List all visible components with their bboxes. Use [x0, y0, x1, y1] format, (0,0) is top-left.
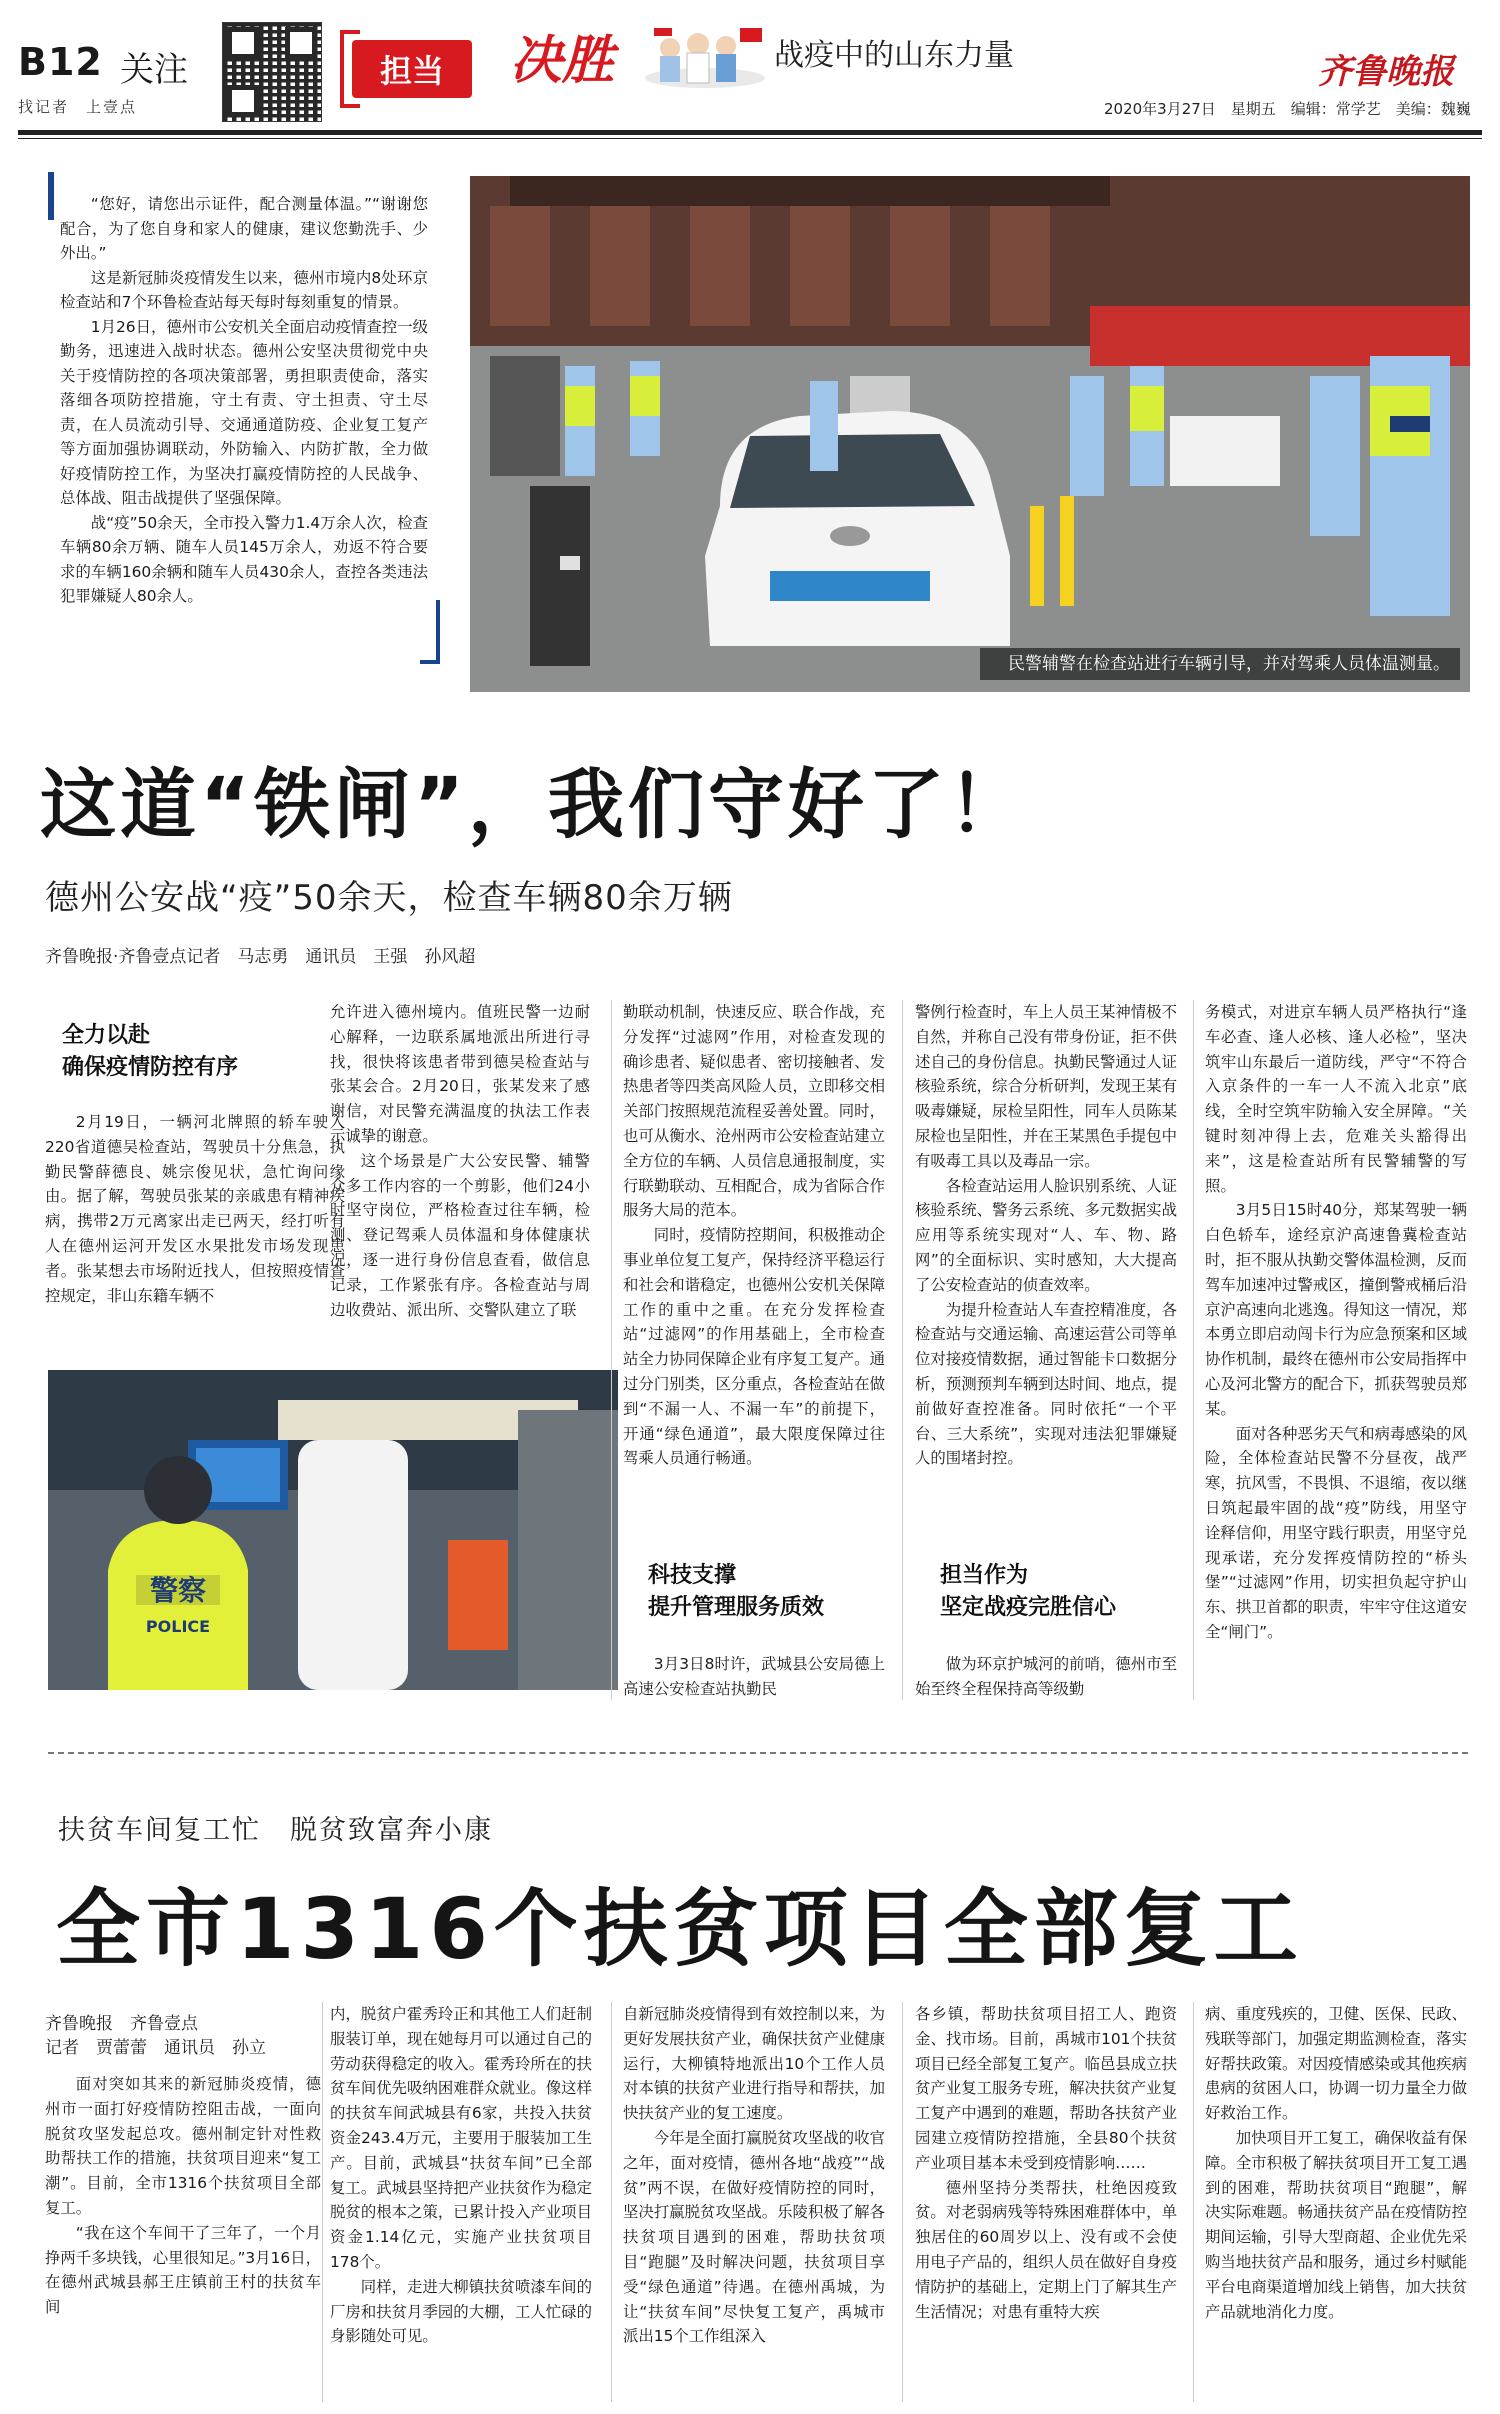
header-rule	[18, 130, 1482, 135]
column-divider	[611, 1000, 612, 1700]
article-byline: 齐鲁晚报·齐鲁壹点记者 马志勇 通讯员 王强 孙风超	[45, 947, 476, 967]
page-number: B12	[18, 40, 103, 84]
paragraph: 做为环京护城河的前哨，德州市至始至终全程保持高等级勤	[915, 1655, 1177, 1698]
reporter-links[interactable]: 找记者 上壹点	[18, 98, 138, 116]
campaign-mark: 决胜	[510, 30, 615, 91]
paragraph: 这个场景是广大公安民警、辅警众多工作内容的一个剪影，他们24小时坚守岗位，严格检查过往车辆，检测、登记驾乘人员体温和身体健康状况，逐一进行身份信息查看，做信息记录，工作紧张有序。各检查站与周边收费站、派出所、交警队建立了联	[330, 1151, 590, 1319]
paragraph: 为提升检查站人车查控精准度，各检查站与交通运输、高速运营公司等单位对接疫情数据，通过智能卡口数据分析，预测预判车辆到达时间、地点，提前做好查控准备。同时依托“一个平台、三大系统”，实现对违法犯罪嫌疑人的围堵封控。	[915, 1300, 1177, 1468]
main-headline: 这道“铁闸”，我们守好了！	[40, 760, 1028, 849]
police-officer-photo	[48, 1370, 618, 1690]
paragraph: 3月3日8时许，武城县公安局德上高速公安检查站执勤民	[623, 1655, 885, 1698]
section-heading: 担当作为 坚定战疫完胜信心	[940, 1563, 1117, 1620]
intro-text	[60, 192, 428, 609]
svg-text:POLICE: POLICE	[145, 1617, 211, 1636]
intro-paragraph: 1月26日，德州市公安机关全面启动疫情查控一级勤务，迅速进入战时状态。德州公安坚决贯彻党中央关于疫情防控的各项决策部署，勇担职责使命，落实落细各项防控措施，守土有责、守土担责、守土尽责，在人员流动引导、交通通道防疫、企业复工复产等方面加强协调联动，外防输入、内防扩散，全力做好疫情防控工作，为坚决打赢疫情防控的人民战争、总体战、阻击战提供了坚强保障。	[60, 317, 428, 507]
paragraph: 2月19日，一辆河北牌照的轿车驶入220省道德吴检查站，驾驶员十分焦急，执勤民警薛德良、姚宗俊见状，急忙询问缘由。据了解，驾驶员张某的亲戚患有精神疾病，携带2万元离家出走已两天，经打听有人在德州运河开发区水果批发市场发现患者。张某想去市场附近找人，但按照疫情查控规定，非山东籍车辆不	[45, 1113, 345, 1305]
second-byline: 齐鲁晚报 齐鲁壹点 记者 贾蕾蕾 通讯员 孙立	[45, 2014, 266, 2058]
column-divider	[1193, 1000, 1194, 1700]
paragraph: 勤联动机制，快速反应、联合作战，充分发挥“过滤网”作用，对检查发现的确诊患者、疑似患者、密切接触者、发热患者等四类高风险人员，立即移交相关部门按照规范流程妥善处置。同时，也可从衡水、沧州两市公安检查站建立全方位的车辆、人员信息通报制度，实行联勤联动、互相配合，成为省际合作服务大局的范本。	[623, 1003, 885, 1220]
column-divider	[322, 2002, 323, 2402]
paragraph: “我在这个车间干了三年了，一个月挣两千多块钱，心里很知足。”3月16日，在德州武城县郝王庄镇前王村的扶贫车间	[45, 2223, 321, 2317]
second-kicker: 扶贫车间复工忙 脱贫致富奔小康	[58, 1815, 493, 1846]
campaign-title: 战疫中的山东力量	[774, 38, 1014, 73]
article-column	[45, 2072, 321, 2320]
date-editor-line: 2020年3月27日 星期五 编辑：常学艺 美编：魏巍	[1104, 100, 1471, 118]
article-column	[623, 1000, 885, 1471]
column-tag: 担当	[352, 40, 472, 98]
article-divider	[48, 1752, 1468, 1754]
article-column	[330, 1000, 590, 1322]
paragraph: 各检查站运用人脸识别系统、人证核验系统、警务云系统、多元数据实战应用等系统实现对“人、车、物、路网”的全面标识、实时感知，大大提高了公安检查站的侦查效率。	[915, 1176, 1177, 1294]
paragraph: 允许进入德州境内。值班民警一边耐心解释，一边联系属地派出所进行寻找，很快将该患者带到德吴检查站与张某会合。2月20日，张某发来了感谢信，对民警充满温度的执法工作表示诚挚的谢意。	[330, 1003, 590, 1145]
paragraph: 自新冠肺炎疫情得到有效控制以来，为更好发展扶贫产业，确保扶贫产业健康运行，大柳镇特地派出10个工作人员对本镇的扶贫产业进行指导和帮扶，加快扶贫产业的复工速度。	[623, 2005, 885, 2123]
section-heading: 科技支撑 提升管理服务质效	[648, 1563, 825, 1620]
paragraph: 加快项目开工复工，确保收益有保障。全市积极了解扶贫项目开工复工遇到的困难，帮助扶贫项目“跑腿”，解决实际难题。畅通扶贫产品在疫情防控期间运输，引导大型商超、企业优先采购当地扶贫产品和服务，通过乡村赋能平台电商渠道增加线上销售，加大扶贫产品就地消化力度。	[1205, 2128, 1467, 2321]
article-column	[1205, 1000, 1467, 1645]
section-name: 关注	[120, 50, 188, 90]
intro-accent-bar	[48, 172, 54, 220]
article-column	[45, 1110, 345, 1308]
article-column	[330, 2002, 592, 2349]
paragraph: 病、重度残疾的，卫健、医保、民政、残联等部门，加强定期监测检查，落实好帮扶政策。对因疫情感染或其他疾病患病的贫困人口，协调一切力量全力做好救治工作。	[1205, 2005, 1467, 2123]
header-rule-thin	[18, 138, 1482, 139]
intro-accent-corner	[420, 600, 440, 664]
paragraph: 各乡镇，帮助扶贫项目招工人、跑资金、找市场。目前，禹城市101个扶贫项目已经全部复工复产。临邑县成立扶贫产业复工服务专班，解决扶贫产业复工复产中遇到的难题，帮助各扶贫产业园建立疫情防控措施，全县80个扶贫产业项目基本未受到疫情影响……	[915, 2005, 1177, 2172]
column-divider	[902, 1000, 903, 1700]
paragraph: 今年是全面打赢脱贫攻坚战的收官之年，面对疫情，德州各地“战疫”“战贫”两不误，在做好疫情防控的同时，坚决打赢脱贫攻坚战。乐陵积极了解各扶贫项目遇到的困难，帮助扶贫项目“跑腿”及时解决问题，扶贫项目享受“绿色通道”待遇。在德州禹城，为让“扶贫车间”尽快复工复产，禹城市派出15个工作组深入	[623, 2128, 885, 2346]
paragraph: 面对突如其来的新冠肺炎疫情，德州市一面打好疫情防控阻击战，一面向脱贫攻坚发起总攻。德州制定针对性救助帮扶工作的措施，扶贫项目迎来“复工潮”。目前，全市1316个扶贫项目全部复工。	[45, 2075, 321, 2217]
article-column	[1205, 2002, 1467, 2324]
paragraph: 3月5日15时40分，郑某驾驶一辆白色轿车，途经京沪高速鲁冀检查站时，拒不服从执勤交警体温检测，反而驾车加速冲过警戒区，撞倒警戒桶后沿京沪高速向北逃逸。得知这一情况，郑本勇立即启动闯卡行为应急预案和区域协作机制，最终在德州市公安局指挥中心及河北警方的配合下，抓获驾驶员郑某。	[1205, 1201, 1467, 1418]
intro-paragraph: “您好，请您出示证件，配合测量体温。”“谢谢您配合，为了您自身和家人的健康，建议您勤洗手、少外出。”	[60, 195, 428, 262]
intro-paragraph: 这是新冠肺炎疫情发生以来，德州市境内8处环京检查站和7个环鲁检查站每天每时每刻重复的情景。	[60, 268, 428, 311]
newspaper-logo: 齐鲁晚报	[1318, 52, 1454, 92]
paragraph: 同时，疫情防控期间，积极推动企事业单位复工复产，保持经济平稳运行和社会和谐稳定，也德州公安机关保障工作的重中之重。在充分发挥检查站“过滤网”的作用基础上，全市检查站全力协同保障企业有序复工复产。通过分门别类，区分重点，各检查站在做到“不漏一人、不漏一车”的前提下，开通“绿色通道”，最大限度保障过往驾乘人员通行畅通。	[623, 1226, 885, 1468]
intro-paragraph: 战“疫”50余天，全市投入警力1.4万余人次，检查车辆80余万辆、随车人员145万余人，劝返不符合要求的车辆160余辆和随车人员430余人，查控各类违法犯罪嫌疑人80余人。	[60, 513, 428, 605]
column-divider	[1193, 2002, 1194, 2402]
paragraph: 务模式，对进京车辆人员严格执行“逢车必查、逢人必核、逢人必检”，坚决筑牢山东最后一道防线，严守“不符合入京条件的一车一人不流入北京”底线，全时空筑牢防输入安全屏障。“关键时刻冲得上去，危难关头豁得出来”，这是检查站所有民警辅警的写照。	[1205, 1003, 1467, 1195]
article-column	[623, 2002, 885, 2349]
section-heading: 全力以赴 确保疫情防控有序	[62, 1023, 239, 1080]
paragraph: 警例行检查时，车上人员王某神情极不自然，并称自己没有带身份证，拒不供述自己的身份信息。执勤民警通过人证核验系统，综合分析研判，发现王某有吸毒嫌疑，尿检呈阳性，同车人员陈某尿检也呈阳性，并在王某黑色手提包中有吸毒工具以及毒品一宗。	[915, 1003, 1177, 1170]
qr-code-icon[interactable]	[222, 22, 322, 122]
article-column	[915, 1652, 1177, 1702]
paragraph: 同样，走进大柳镇扶贫喷漆车间的厂房和扶贫月季园的大棚，工人忙碌的身影随处可见。	[330, 2277, 592, 2346]
checkpoint-photo	[470, 176, 1470, 692]
paragraph: 面对各种恶劣天气和病毒感染的风险，全体检查站民警不分昼夜，战严寒，抗风雪，不畏惧、不退缩，夜以继日筑起最牢固的战“疫”防线，用坚守诠释信仰，用坚守践行职责，用坚守兑现承诺，充分发挥疫情防控的“桥头堡”“过滤网”作用，切实担负起守护山东、拱卫首都的职责，牢牢守住这道安全“闸门”。	[1205, 1424, 1467, 1641]
article-column	[915, 1000, 1177, 1471]
photo-caption: 民警辅警在检查站进行车辆引导，并对驾乘人员体温测量。	[980, 648, 1460, 680]
article-column	[623, 1652, 885, 1702]
column-divider	[611, 2002, 612, 2402]
column-divider	[902, 2002, 903, 2402]
medical-team-illustration-icon	[640, 20, 770, 90]
paragraph: 内，脱贫户霍秀玲正和其他工人们赶制服装订单，现在她每月可以通过自己的劳动获得稳定的收入。霍秀玲所在的扶贫车间优先吸纳困难群众就业。像这样的扶贫车间武城县有6家，共投入扶贫资金243.4万元，主要用于服装加工生产。目前，武城县“扶贫车间”已全部复工。武城县坚持把产业扶贫作为稳定脱贫的根本之策，已累计投入产业项目资金1.14亿元，实施产业扶贫项目178个。	[330, 2005, 592, 2271]
paragraph: 德州坚持分类帮扶，杜绝因疫致贫。对老弱病残等特殊困难群体中，单独居住的60周岁以上、没有或不会使用电子产品的，组织人员在做好自身疫情防护的基础上，定期上门了解其生产生活情况；对患有重特大疾	[915, 2178, 1177, 2321]
main-subhead: 德州公安战“疫”50余天，检查车辆80余万辆	[45, 878, 733, 918]
svg-text:警察: 警察	[149, 1574, 207, 1607]
article-column	[915, 2002, 1177, 2324]
second-headline: 全市1316个扶贫项目全部复工	[56, 1880, 1304, 1978]
